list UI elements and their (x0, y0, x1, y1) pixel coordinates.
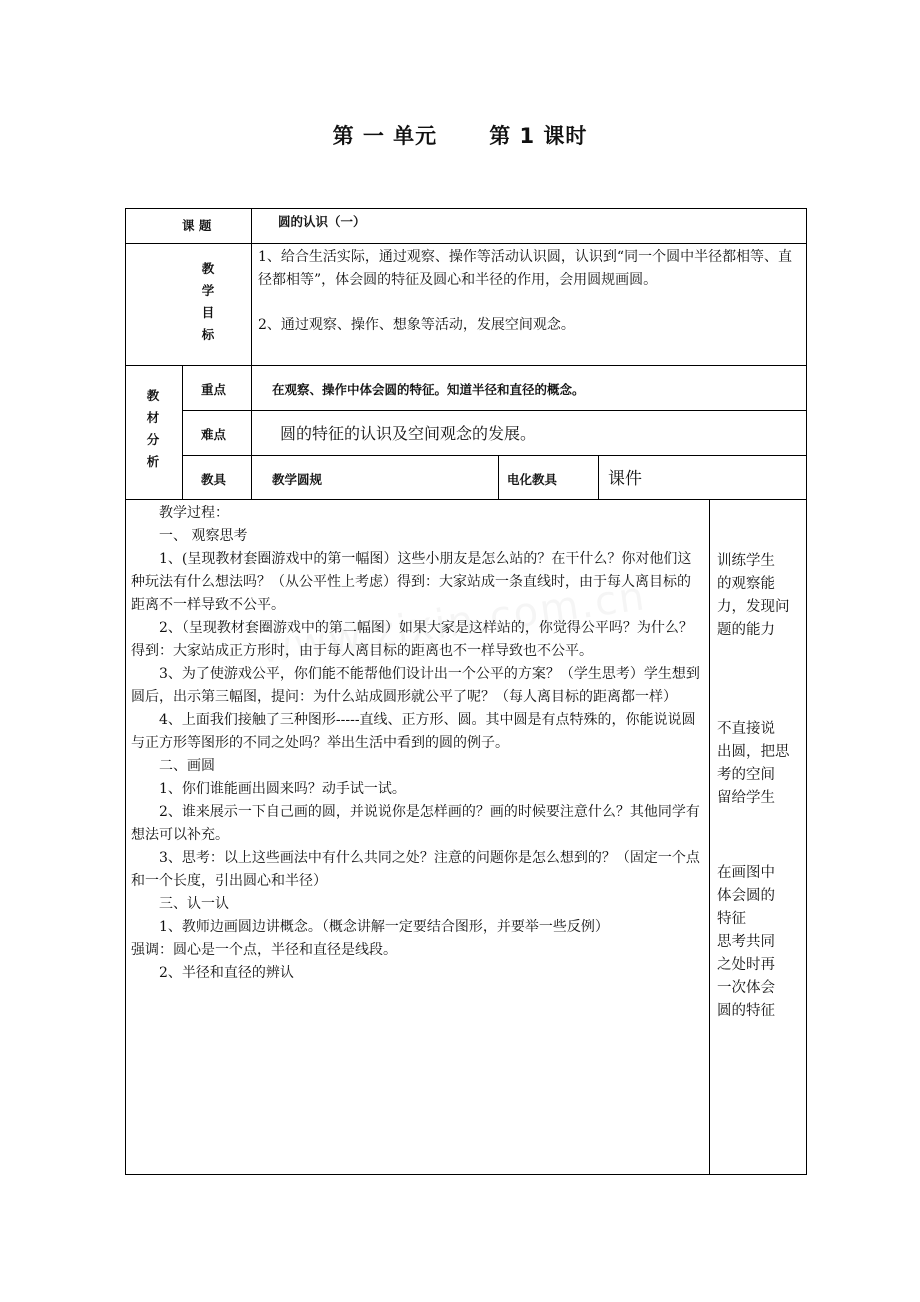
process-line: 2、谁来展示一下自己画的圆，并说说你是怎样画的？画的时候要注意什么？其他同学有想法可以补充。 (131, 804, 700, 843)
page-title (0, 120, 920, 150)
process-line: 二、画圆 (159, 758, 215, 774)
key-value: 在观察、操作中体会圆的特征。知道半径和直径的概念。 (272, 382, 585, 397)
process-line: 3、思考：以上这些画法中有什么共同之处？注意的问题你是怎么想到的？（固定一个点和一个长度，引出圆心和半径） (131, 850, 700, 889)
tools-label: 教具 (201, 472, 227, 487)
goal-2: 2、通过观察、操作、想象等活动，发展空间观念。 (258, 317, 575, 333)
topic-value: 圆的认识（一） (278, 214, 366, 229)
topic-label: 课 题 (182, 218, 212, 233)
process-heading: 教学过程： (159, 505, 229, 521)
process-line: 1、(呈现教材套圈游戏中的第一幅图）这些小朋友是怎么站的？在干什么？你对他们这种玩法有什么想法吗？（从公平性上考虑）得到：大家站成一条直线时，由于每人离目标的距离不一样导致不公平。 (131, 551, 692, 613)
unit-label: 第 一 单元 (332, 124, 438, 148)
note-1: 训练学生 的观察能 力，发现问 题的能力 (717, 553, 790, 638)
analysis-label: 教 材 分 析 (146, 388, 160, 469)
key-label: 重点 (201, 382, 227, 397)
process-line: 3、为了使游戏公平，你们能不能帮他们设计出一个公平的方案？（学生思考）学生想到圆后，出示第三幅图，提问：为什么站成圆形就公平了呢？（每人离目标的距离都一样） (131, 666, 700, 705)
process-line: 2、（呈现教材套圈游戏中的第二幅图）如果大家是这样站的，你觉得公平吗？为什么？得到：大家站成正方形时，由于每人离目标的距离也不一样导致也不公平。 (131, 620, 693, 659)
lesson-label: 第 1 课时 (489, 124, 588, 148)
process-line: 三、认一认 (159, 896, 229, 912)
process-text (131, 502, 703, 985)
goals-label: 教 学 目 标 (201, 261, 215, 342)
process-line: 强调：圆心是一个点，半径和直径是线段。 (131, 942, 397, 958)
media-label: 电化教具 (507, 472, 558, 487)
goal-1: 1、给合生活实际，通过观察、操作等活动认识圆，认识到“同一个圆中半径都相等、直径都相等”，体会圆的特征及圆心和半径的作用，会用圆规画圆。 (258, 249, 793, 288)
difficulty-value: 圆的特征的认识及空间观念的发展。 (280, 424, 537, 443)
process-line: 1、你们谁能画出圆来吗？动手试一试。 (159, 781, 406, 797)
note-2: 不直接说 出圆，把思 考的空间 留给学生 (717, 721, 790, 806)
goals-text (258, 246, 804, 337)
difficulty-label: 难点 (201, 427, 227, 442)
tools-value: 教学圆规 (272, 472, 323, 487)
media-value: 课件 (608, 469, 642, 489)
process-line: 4、上面我们接触了三种图形-----直线、正方形、圆。其中圆是有点特殊的，你能说说圆与正方形等图形的不同之处吗？举出生活中看到的圆的例子。 (131, 712, 696, 751)
note-3: 在画图中 体会圆的 特征 思考共同 之处时再 一次体会 圆的特征 (717, 865, 775, 1019)
process-line: 1、教师边画圆边讲概念。（概念讲解一定要结合图形，并要举一些反例） (159, 919, 609, 935)
process-line: 2、半径和直径的辨认 (159, 965, 294, 981)
process-line: 一、 观察思考 (159, 528, 248, 544)
